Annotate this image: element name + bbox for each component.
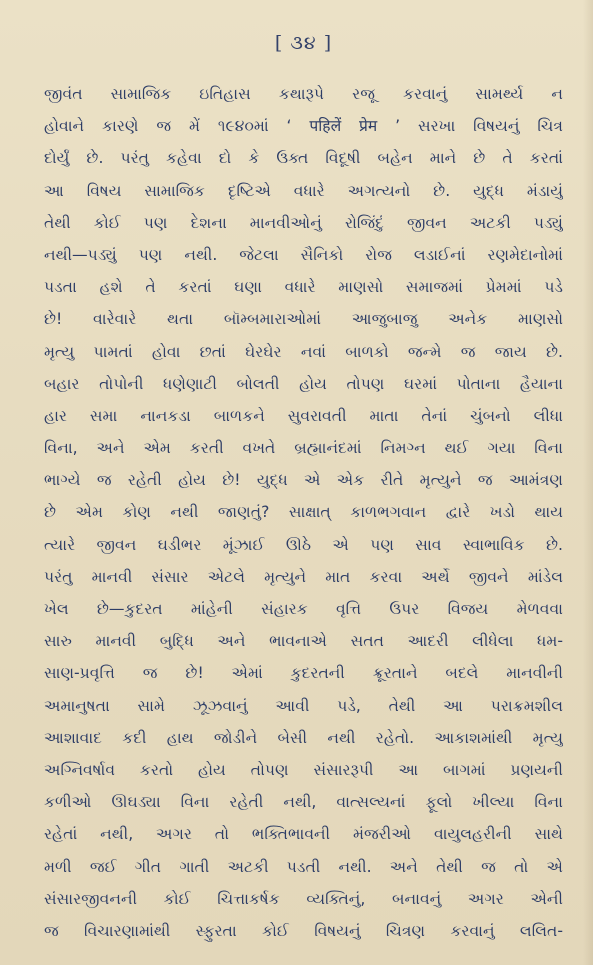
- text-line: જીવંત સામાજિક ઇતિહાસ કથારૂપે રજૂ કરવાનું સામર્થ્ય ન: [44, 85, 563, 103]
- text-line: જ વિચારણામાંથી સ્ફુરતા કોઈ વિષયનું ચિત્રણ કરવાનું લલિત-: [44, 921, 563, 940]
- text-line: અમાનુષતા સામે ઝૂઝવાનું આવી પડે, તેથી આ પરાક્રમશીલ: [44, 696, 563, 715]
- text-line: પડતા હશે તે કરતાં ઘણા વધારે માણસો સમાજમાં પ્રેમમાં પડે: [44, 278, 563, 297]
- text-line: આ વિષય સામાજિક દૃષ્ટિએ વધારે અગત્યનો છે. યુદ્ધ મંડાયું: [44, 181, 563, 200]
- text-line: સારુ માનવી બુદ્ધિ અને ભાવનાએ સતત આદરી લીધેલા ધમ-: [44, 632, 563, 651]
- page-number: [ ૩૪ ]: [274, 32, 333, 54]
- text-line: ભાગ્યે જ રહેતી હોય છે! યુદ્ધ એ એક રીતે મૃત્યુને જ આમંત્રણ: [44, 471, 563, 490]
- text-line: રહેતાં નથી, અગર તો ભક્તિભાવની મંજરીઓ વાયુલહરીની સાથે: [44, 825, 563, 844]
- text-line: અગ્નિવર્ષાવ કરતો હોય તોપણ સંસારરૂપી આ બાગમાં પ્રણયની: [44, 760, 563, 779]
- text-line: આશાવાદ કદી હાથ જોડીને બેસી નથી રહેતો. આકાશમાંથી મૃત્યુ: [44, 728, 563, 747]
- page-edge-shadow: [583, 0, 593, 965]
- text-line: છે એમ કોણ નથી જાણતું? સાક્ષાત્ કાળભગવાન દ્વારે ખડો થાય: [44, 503, 563, 522]
- text-line: તેથી કોઈ પણ દેશના માનવીઓનું રોજિંદું જીવન અટકી પડ્યું: [44, 213, 563, 232]
- text-line: સંસારજીવનની કોઈ ચિત્તાકર્ષક વ્યક્તિનું, બનાવનું અગર એની: [44, 889, 563, 908]
- text-line: હાર સમા નાનકડા બાળકને સુવરાવતી માતા તેનાં ચુંબનો લીધા: [44, 406, 563, 425]
- text-line: છે! વારેવારે થતા બૉમ્બમારાઓમાં આજુબાજુ અનેક માણસો: [44, 310, 563, 329]
- text-line: ત્યારે જીવન ઘડીભર મૂંઝાઈ ઊઠે એ પણ સાવ સ્વાભાવિક છે.: [44, 535, 563, 554]
- text-line: બહાર તોપોની ધણેણાટી બોલતી હોય તોપણ ઘરમાં પોતાના હૈયાના: [44, 374, 563, 393]
- text-line: પરંતુ માનવી સંસાર એટલે મૃત્યુને માત કરવા અર્થે જીવને માંડેલ: [44, 567, 563, 586]
- text-line: મૃત્યુ પામતાં હોવા છતાં ઘેરઘેર નવાં બાળકો જન્મે જ જાય છે.: [44, 342, 563, 361]
- body-text: [44, 78, 563, 947]
- text-line: સાણ-પ્રવૃત્તિ જ છે! એમાં કુદરતની ક્રૂરતાને બદલે માનવીની: [44, 664, 563, 683]
- text-line: ખેલ છે—કુદરત માંહેની સંહારક વૃત્તિ ઉપર વિજય મેળવવા: [44, 600, 563, 618]
- text-line: વિના, અને એમ કરતી વખતે બ્રહ્માનંદમાં નિમગ્ન થઈ ગયા વિના: [44, 439, 563, 458]
- text-line: દોર્યું છે. પરંતુ કહેવા દો કે ઉક્ત વિદૂષી બહેન માને છે તે કરતાં: [44, 149, 563, 168]
- text-line: નથી—પડ્યું પણ નથી. જેટલા સૈનિકો રોજ લડાઈનાં રણમેદાનોમાં: [44, 245, 563, 264]
- text-line: હોવાને કારણે જ મેં ૧૯૪૦માં ‘ पहिलें प्रेम ’ સરખા વિષયનું ચિત્ર: [44, 117, 563, 136]
- text-line: કળીઓ ઊઘડ્યા વિના રહેતી નથી, વાત્સલ્યનાં ફૂલો ખીલ્યા વિના: [44, 793, 563, 812]
- text-line: મળી જઈ ગીત ગાતી અટકી પડતી નથી. અને તેથી જ તો એ: [44, 857, 563, 876]
